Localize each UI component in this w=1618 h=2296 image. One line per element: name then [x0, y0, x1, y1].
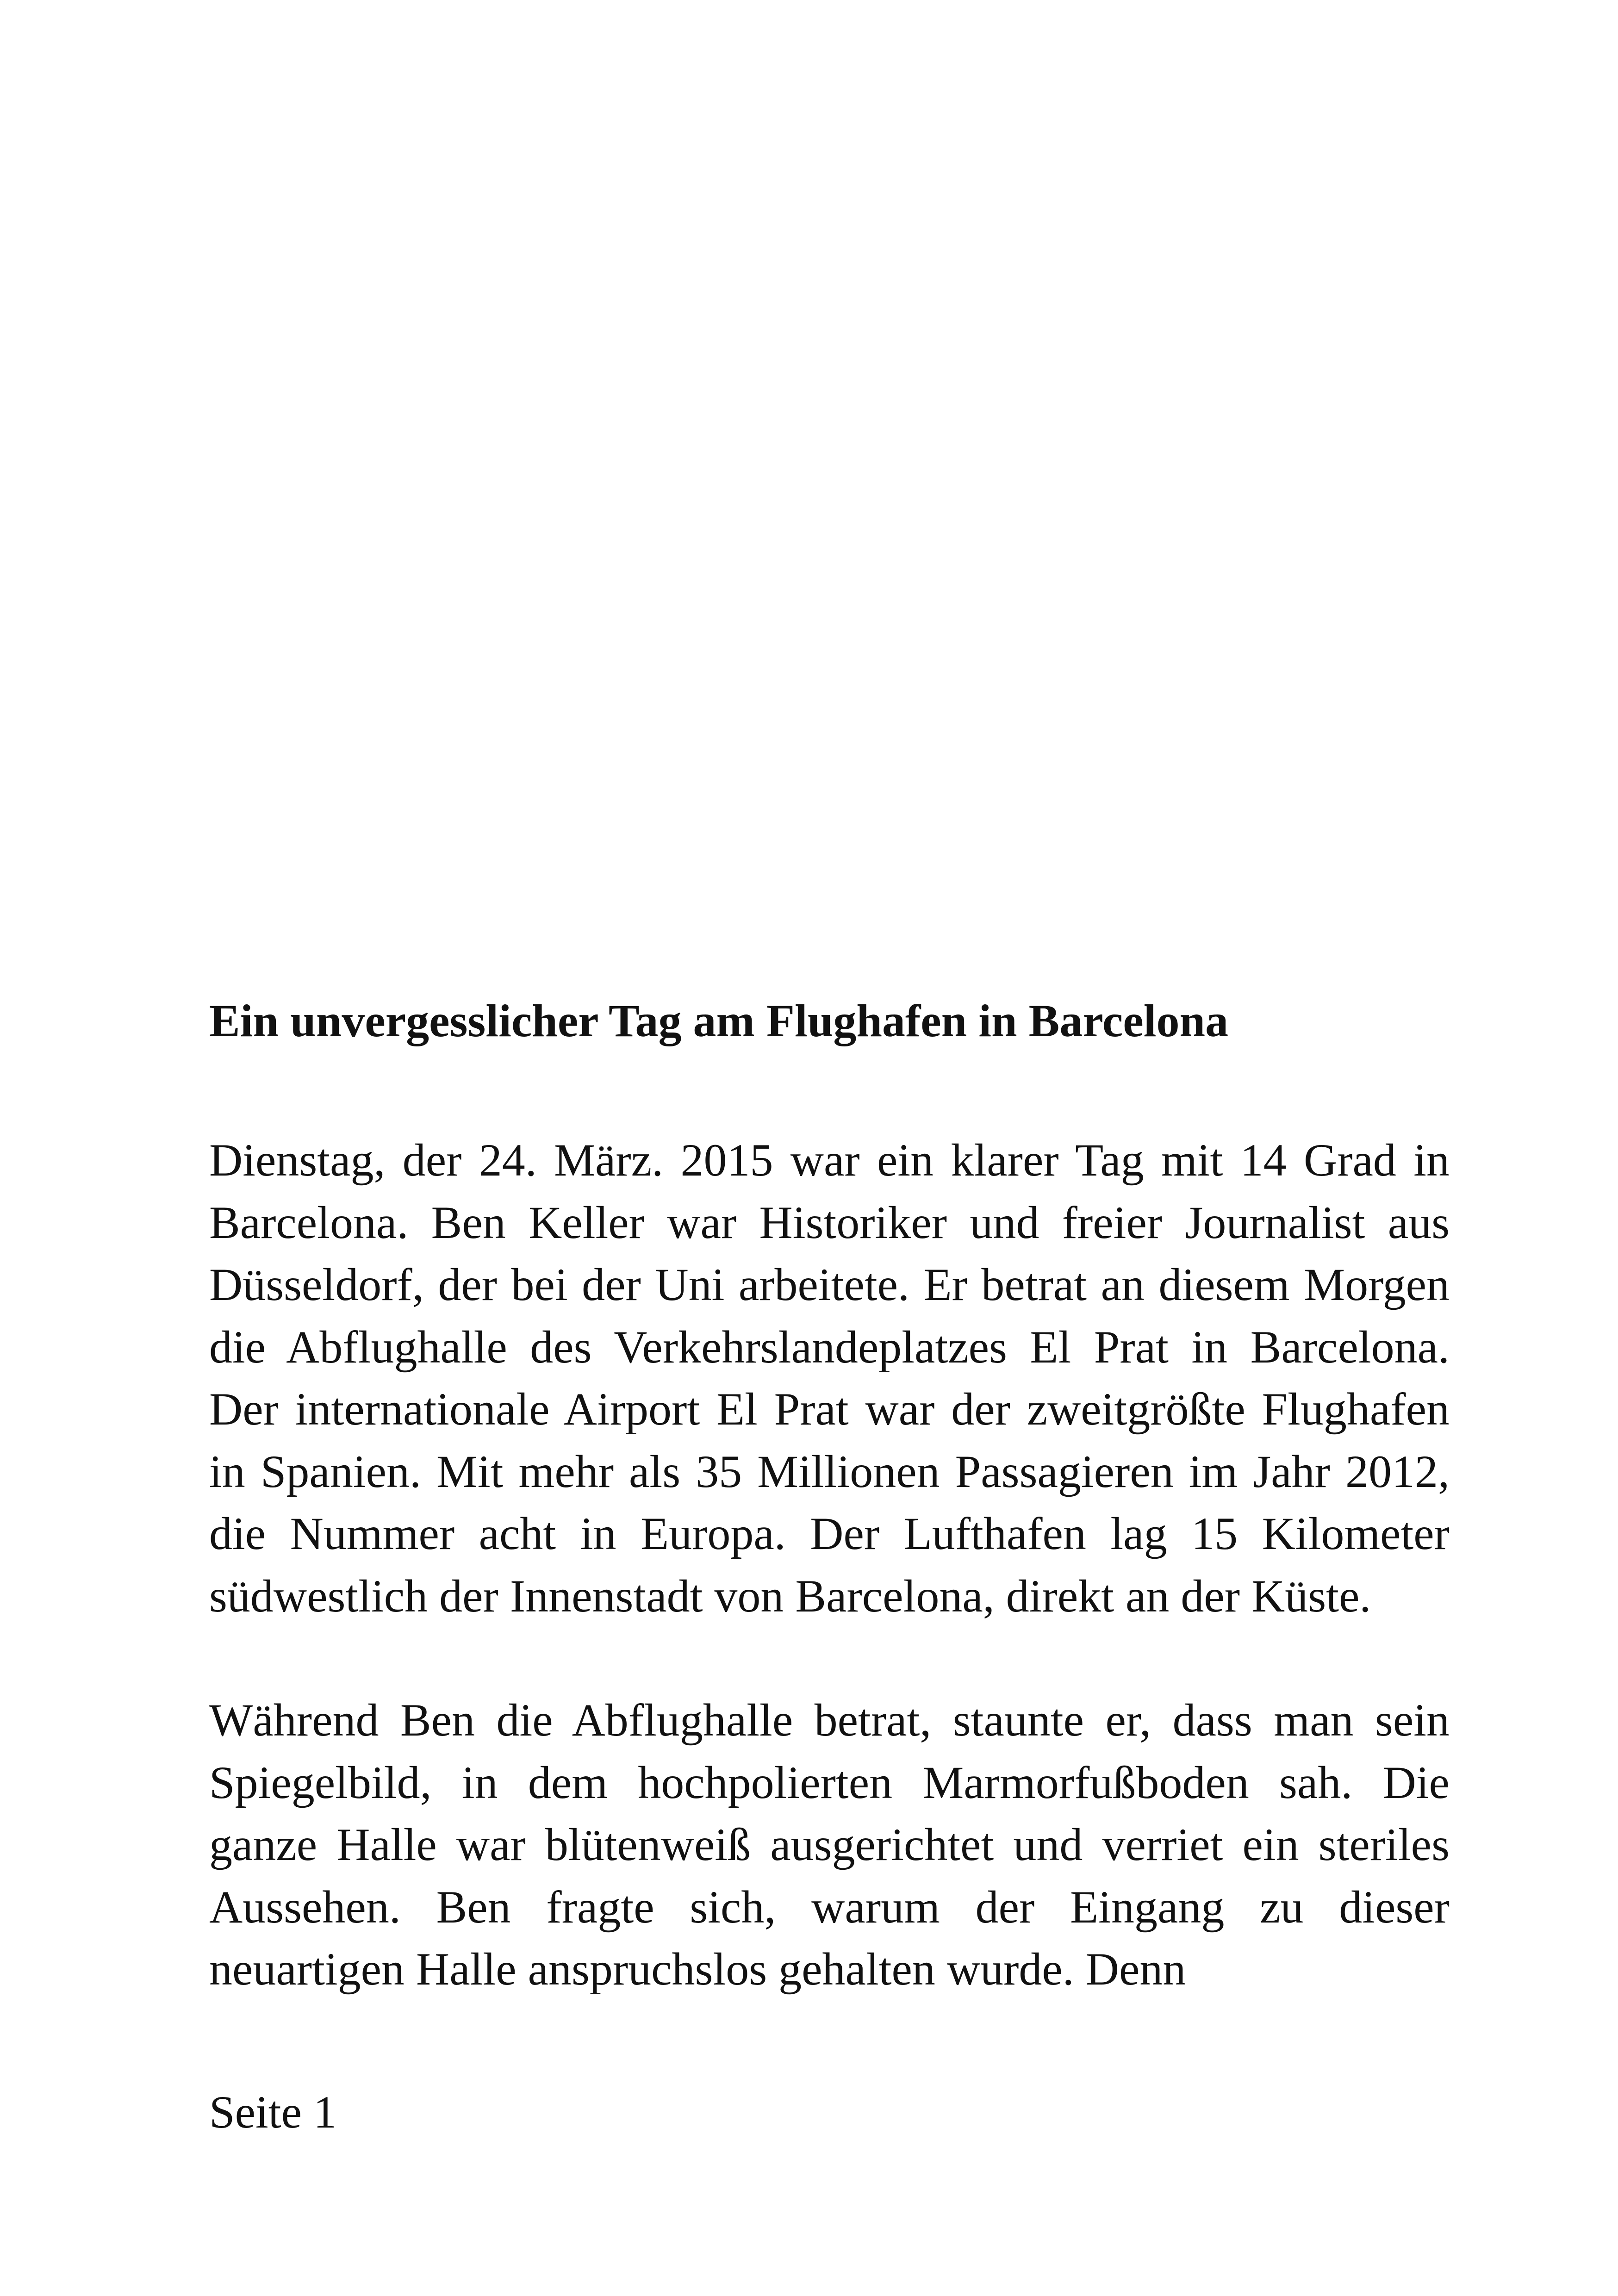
page-content: [209, 990, 1450, 2001]
paragraph-2: Während Ben die Abflughalle betrat, staunte er, dass man sein Spiegelbild, in dem hochpolierten Marmorfußboden sah. Die ganze Halle war blütenweiß ausgerichtet und verriet ein steriles Aussehen. Ben fragte sich, warum der Eingang zu dieser neuartigen Halle anspruchslos gehalten wurde. Denn: [209, 1694, 1450, 1995]
document-title: Ein unvergesslicher Tag am Flughafen in Barcelona: [209, 995, 1229, 1046]
paragraph-1: Dienstag, der 24. März. 2015 war ein klarer Tag mit 14 Grad in Barcelona. Ben Keller war Historiker und freier Journalist aus Düsseldorf, der bei der Uni arbeitete. Er betrat an diesem Morgen die Abflughalle des Verkehrslandeplatzes El Prat in Barcelona. Der internationale Airport El Prat war der zweitgrößte Flughafen in Spanien. Mit mehr als 35 Millionen Passagieren im Jahr 2012, die Nummer acht in Europa. Der Lufthafen lag 15 Kilometer südwestlich der Innenstadt von Barcelona, direkt an der Küste.: [209, 1134, 1450, 1622]
page-number: Seite 1: [209, 2086, 336, 2138]
